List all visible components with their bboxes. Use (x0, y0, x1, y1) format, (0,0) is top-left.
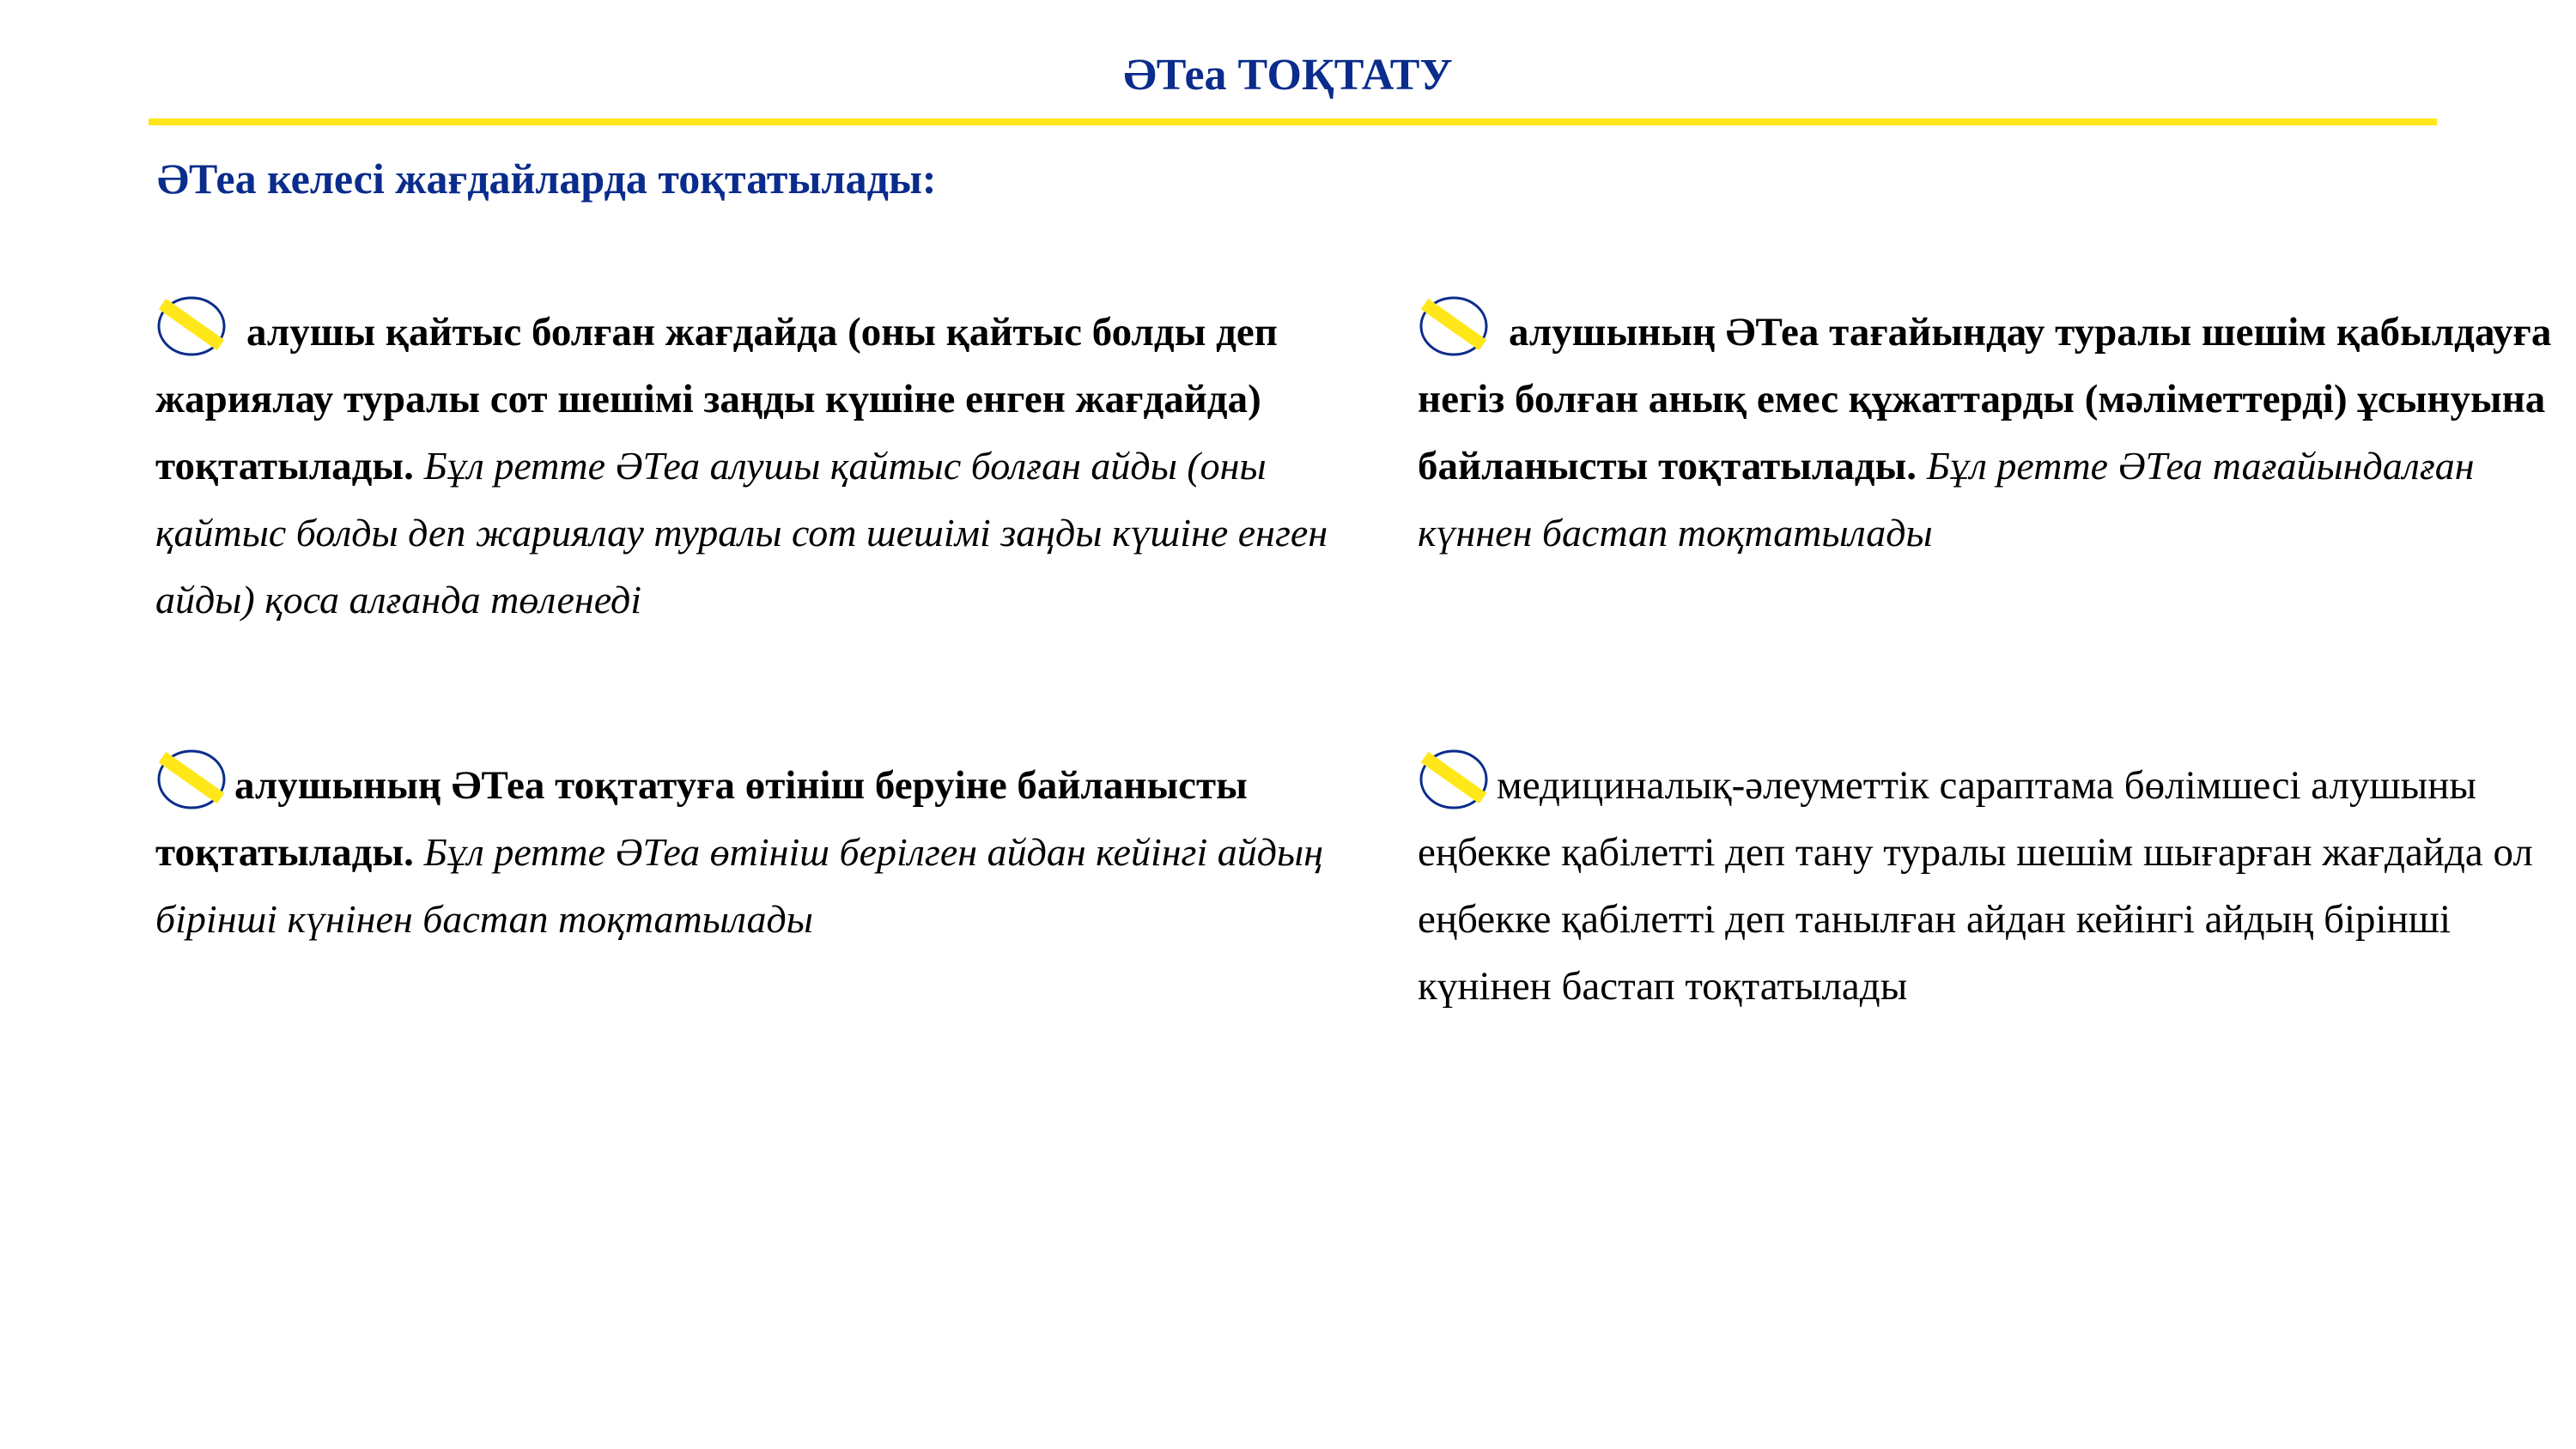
item-text: медициналық-әлеуметтік сараптама бөлімшесі алушыны еңбекке қабілетті деп тану туралы шешім шығарған жағдайда ол еңбекке қабілетті деп танылған айдан кейінгі айдың бірінші күнінен бастап тоқтатылады (1418, 763, 2533, 1009)
item-note: Бұл ретте ӘТеа алушы қайтыс болған айды (оны қайтыс болды деп жариялау туралы сот шешімі заңды күшіне енген айды) қоса алғанда төленеді (155, 444, 1328, 621)
item-bold-text: алушының ӘТеа тағайындау туралы шешім қабылдауға негіз болған анық емес құжаттарды (мәліметтерді) ұсынуына байланысты тоқтатылады. (1418, 310, 2552, 488)
prohibited-icon (155, 745, 228, 810)
item-note: Бұл ретте ӘТеа тағайындалған күннен бастап тоқтатылады (1418, 444, 2475, 555)
title-divider (149, 118, 2437, 125)
section-subtitle: ӘТеа келесі жағдайларда тоқтатылады: (157, 155, 937, 203)
page-title: ӘТеа ТОҚТАТУ (1123, 51, 1453, 100)
item-bold-text: алушы қайтыс болған жағдайда (оны қайтыс болды деп жариялау туралы сот шешімі заңды күшіне енген жағдайда) тоқтатылады. (155, 310, 1278, 488)
item-note: Бұл ретте ӘТеа өтініш берілген айдан кейінгі айдың бірінші күнінен бастап тоқтатылады (155, 830, 1324, 941)
list-item-death (155, 292, 1332, 634)
list-item-application (155, 745, 1332, 953)
prohibited-icon (1418, 292, 1490, 357)
list-item-able-to-work (1418, 745, 2573, 1020)
prohibited-icon (1418, 745, 1490, 810)
prohibited-icon (155, 292, 228, 357)
list-item-false-documents (1418, 292, 2568, 567)
item-bold-text: алушының ӘТеа тоқтатуға өтініш беруіне байланысты тоқтатылады. (155, 763, 1248, 875)
